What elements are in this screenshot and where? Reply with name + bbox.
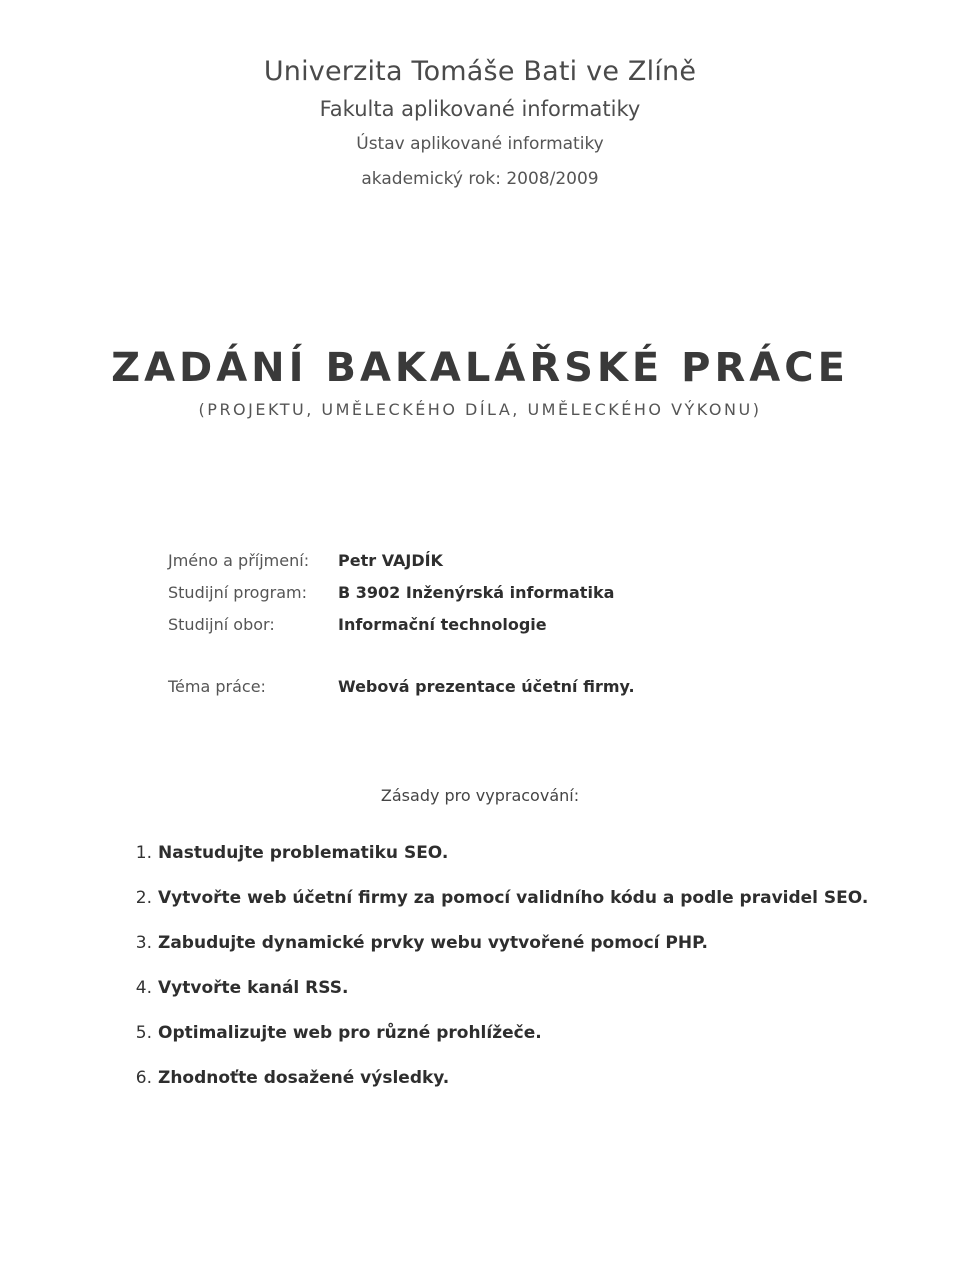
item-number: 2. <box>135 887 152 908</box>
list-item <box>120 1055 880 1100</box>
item-text: Nastudujte problematiku SEO. <box>158 842 449 863</box>
field-label: Studijní obor: <box>168 614 275 634</box>
university-name: Univerzita Tomáše Bati ve Zlíně <box>263 56 697 87</box>
principles-heading: Zásady pro vypracování: <box>380 786 580 805</box>
item-number: 4. <box>135 977 152 998</box>
item-number: 5. <box>135 1022 152 1043</box>
institute-name: Ústav aplikované informatiky <box>356 134 604 154</box>
item-text: Vytvořte kanál RSS. <box>158 977 349 998</box>
info-row-field <box>168 608 888 640</box>
item-text: Zabudujte dynamické prvky webu vytvořené pomocí PHP. <box>158 932 708 953</box>
item-text: Zhodnoťte dosažené výsledky. <box>158 1067 450 1088</box>
list-item <box>120 875 880 920</box>
header <box>0 52 960 196</box>
field-value: Informační technologie <box>338 614 547 634</box>
item-number: 1. <box>135 842 152 863</box>
student-info <box>168 544 888 702</box>
document-title: ZADÁNÍ BAKALÁŘSKÉ PRÁCE <box>111 345 849 391</box>
item-number: 3. <box>135 932 152 953</box>
list-item <box>120 830 880 875</box>
item-number: 6. <box>135 1067 152 1088</box>
document-subtitle: (PROJEKTU, UMĚLECKÉHO DÍLA, UMĚLECKÉHO VÝKONU) <box>198 400 762 419</box>
info-row-program <box>168 576 888 608</box>
topic-value: Webová prezentace účetní firmy. <box>338 676 635 696</box>
principles-list <box>120 830 880 1100</box>
list-item <box>120 965 880 1010</box>
item-text: Optimalizujte web pro různé prohlížeče. <box>158 1022 542 1043</box>
list-item <box>120 920 880 965</box>
program-label: Studijní program: <box>168 582 307 602</box>
info-row-topic <box>168 670 888 702</box>
list-item <box>120 1010 880 1055</box>
topic-label: Téma práce: <box>168 676 266 696</box>
program-value: B 3902 Inženýrská informatika <box>338 582 615 602</box>
academic-year: akademický rok: 2008/2009 <box>361 169 599 189</box>
name-label: Jméno a příjmení: <box>168 550 310 570</box>
title-block <box>0 340 960 424</box>
name-value: Petr VAJDÍK <box>338 550 443 570</box>
faculty-name: Fakulta aplikované informatiky <box>319 97 641 121</box>
info-row-name <box>168 544 888 576</box>
item-text: Vytvořte web účetní firmy za pomocí validního kódu a podle pravidel SEO. <box>158 887 869 908</box>
